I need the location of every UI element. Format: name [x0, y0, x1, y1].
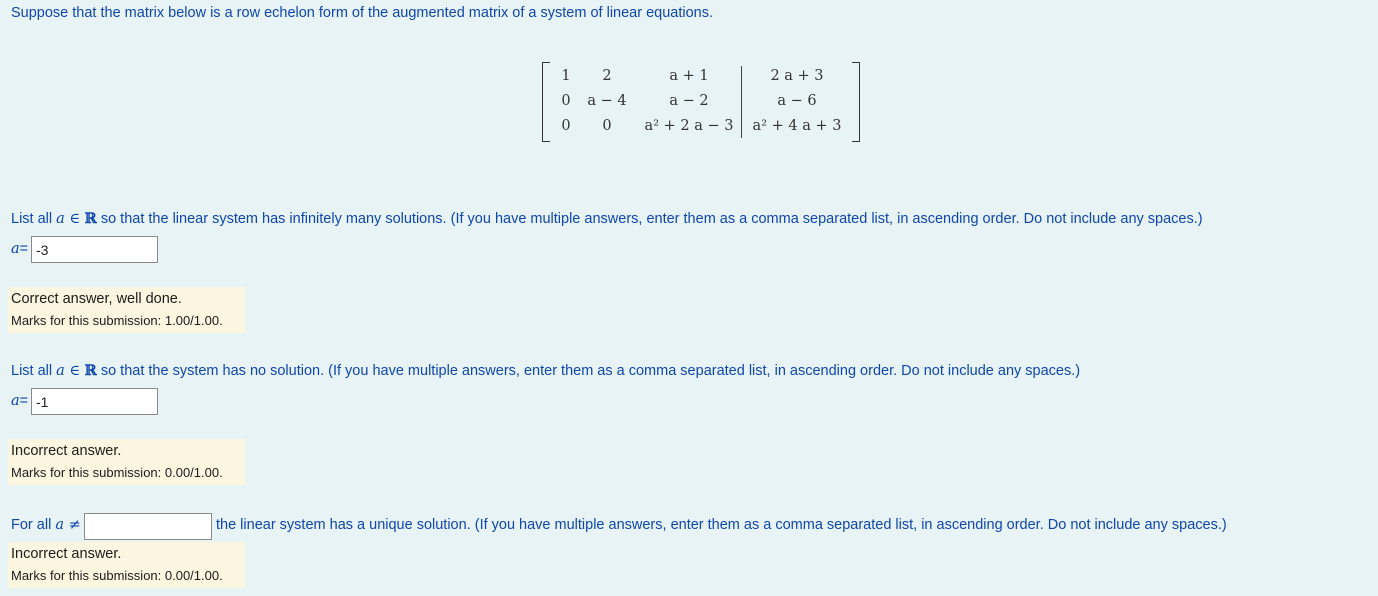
answer-1-label-eq: = [19, 241, 29, 257]
question-2-text [11, 362, 1080, 379]
answer-3-input[interactable] [84, 513, 212, 540]
question-1-var: a [56, 211, 65, 227]
question-2-var: a [56, 363, 65, 379]
answer-1-label [11, 241, 28, 257]
answer-2-input[interactable] [31, 388, 158, 415]
feedback-2-message: Incorrect answer. [11, 443, 122, 459]
matrix-left-bracket [542, 62, 550, 142]
real-numbers-symbol: ℝ [84, 362, 97, 379]
augmented-matrix [542, 62, 860, 142]
matrix-cell: a² + 4 a + 3 [752, 118, 842, 134]
question-1-prefix: List all [11, 211, 57, 227]
answer-2-label-eq: = [19, 393, 29, 409]
matrix-right-bracket [852, 62, 860, 142]
answer-2-label [11, 393, 28, 409]
matrix-cell: 0 [561, 118, 571, 134]
question-3-lead [11, 517, 81, 533]
feedback-3-marks: Marks for this submission: 0.00/1.00. [11, 568, 223, 583]
feedback-1-marks: Marks for this submission: 1.00/1.00. [11, 313, 223, 328]
matrix-cell: 2 [602, 68, 612, 84]
not-equal-symbol: ≠ [63, 517, 81, 533]
question-3-suffix: the linear system has a unique solution. (If you have multiple answers, enter them as a comma separated list, in ascending order. Do not include any spaces.) [216, 517, 1227, 533]
question-2-suffix: so that the system has no solution. (If you have multiple answers, enter them as a comma separated list, in ascending order. Do not include any spaces.) [96, 363, 1081, 379]
matrix-cell: a − 6 [777, 93, 817, 109]
matrix-cell: 2 a + 3 [770, 68, 824, 84]
answer-2-label-var: a [11, 393, 20, 409]
matrix-cell: a − 4 [587, 93, 627, 109]
real-numbers-symbol: ℝ [84, 210, 97, 227]
matrix-cell: 1 [561, 68, 571, 84]
feedback-3 [8, 542, 245, 588]
question-1-member: ∈ [64, 211, 85, 227]
answer-1-label-var: a [11, 241, 20, 257]
question-1-suffix: so that the linear system has infinitely many solutions. (If you have multiple answers, enter them as a comma separated list, in ascending order. Do not include any spaces.) [96, 211, 1203, 227]
feedback-3-message: Incorrect answer. [11, 546, 122, 562]
question-1-text [11, 210, 1203, 227]
matrix-cell: a + 1 [669, 68, 709, 84]
matrix-augment-divider [741, 66, 742, 138]
question-3-prefix: For all [11, 517, 56, 533]
question-intro: Suppose that the matrix below is a row echelon form of the augmented matrix of a system of linear equations. [11, 5, 714, 21]
feedback-1-message: Correct answer, well done. [11, 291, 182, 307]
question-3-var: a [55, 517, 64, 533]
feedback-2-marks: Marks for this submission: 0.00/1.00. [11, 465, 223, 480]
question-2-member: ∈ [64, 363, 85, 379]
matrix-cell: 0 [561, 93, 571, 109]
matrix-cell: 0 [602, 118, 612, 134]
answer-1-input[interactable] [31, 236, 158, 263]
matrix-cell: a − 2 [669, 93, 709, 109]
feedback-1 [8, 287, 245, 333]
matrix-cell: a² + 2 a − 3 [644, 118, 734, 134]
question-2-prefix: List all [11, 363, 57, 379]
feedback-2 [8, 439, 245, 485]
